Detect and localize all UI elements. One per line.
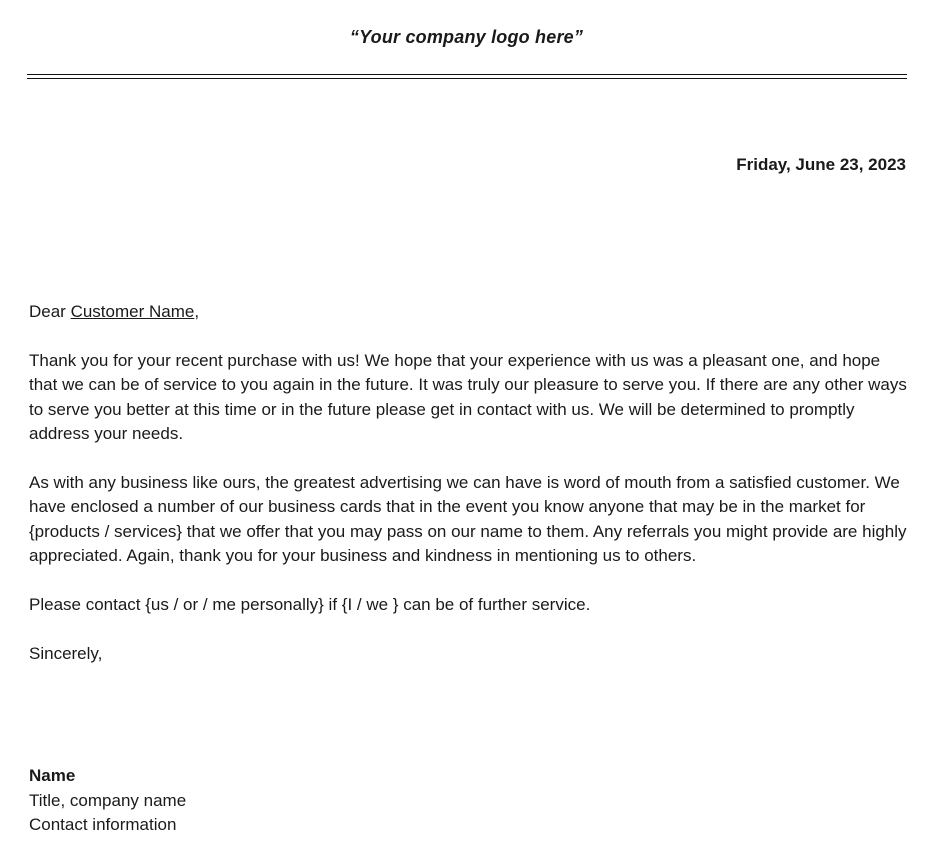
header-divider-bottom: [27, 78, 907, 79]
signature-contact: Contact information: [29, 815, 177, 835]
letter-body: [29, 300, 909, 690]
paragraph-referrals: As with any business like ours, the greatest advertising we can have is word of mouth from a satisfied customer. We have enclosed a number of our business cards that in the event you know anyone that may be in the market for {products / services} that we offer that you may pass on our name to them. Any referrals you might provide are highly appreciated. Again, thank you for your business and kindness in mentioning us to others.: [29, 472, 907, 566]
salutation-suffix: ,: [194, 302, 200, 321]
closing: Sincerely,: [29, 643, 103, 663]
salutation: [29, 300, 909, 324]
signature-name: Name: [29, 766, 76, 785]
signature-title: Title, company name: [29, 790, 187, 810]
recipient-name: Customer Name: [70, 302, 195, 321]
letter-date: Friday, June 23, 2023: [736, 155, 906, 174]
salutation-prefix: Dear: [29, 302, 71, 321]
header-divider-top: [27, 74, 907, 75]
company-logo-placeholder: “Your company logo here”: [349, 27, 584, 47]
signature-block: [29, 764, 186, 838]
paragraph-contact: Please contact {us / or / me personally} if {I / we } can be of further service.: [29, 594, 591, 614]
paragraph-thank-you: Thank you for your recent purchase with us! We hope that your experience with us was a pleasant one, and hope that we can be of service to you again in the future. It was truly our pleasure to serve you. If there are any other ways to serve you better at this time or in the future please get in contact with us. We will be determined to promptly address your needs.: [29, 350, 907, 444]
